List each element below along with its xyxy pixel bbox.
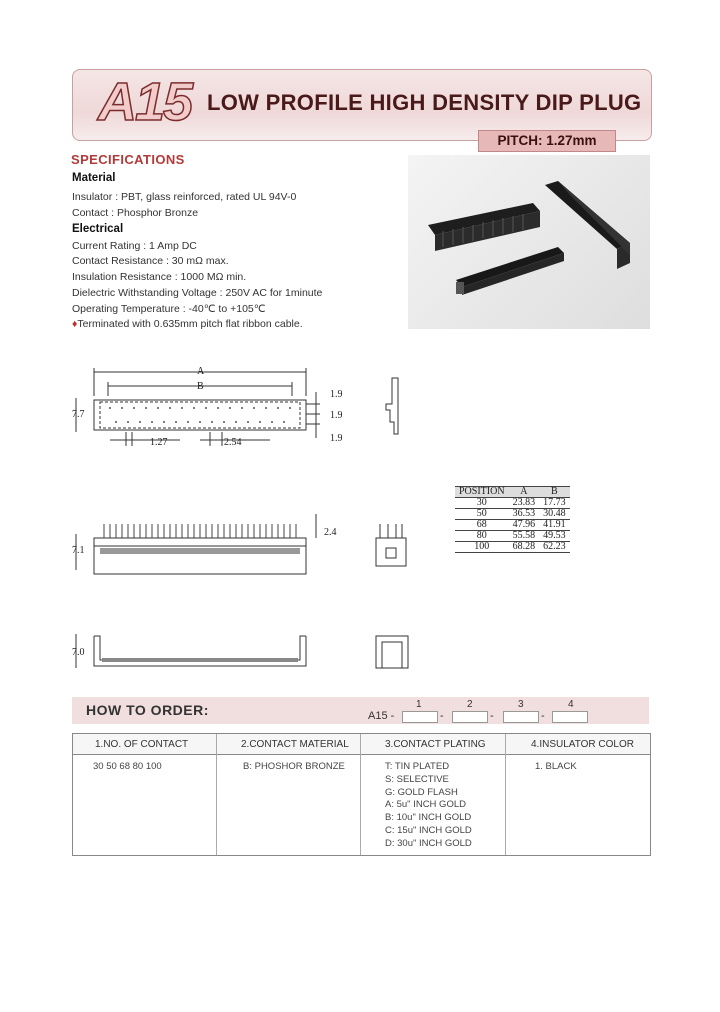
bottom-view-drawing — [70, 630, 350, 670]
plating-value: S: SELECTIVE — [385, 773, 449, 785]
pos-cell: 68 — [455, 520, 509, 531]
electrical-temperature: Operating Temperature : -40℃ to +105℃ — [72, 303, 266, 315]
order-slot-3-label: 3 — [518, 699, 524, 710]
pos-cell: 49.53 — [539, 531, 570, 542]
color-value: 1. BLACK — [535, 761, 577, 772]
dim-a: A — [197, 366, 205, 377]
pos-header: B — [539, 487, 570, 498]
col-header-plating: 3.CONTACT PLATING — [385, 739, 486, 750]
dim-pitch-2: 1.9 — [330, 410, 343, 421]
specifications-heading: SPECIFICATIONS — [71, 152, 185, 167]
plating-value: G: GOLD FLASH — [385, 786, 458, 798]
electrical-current: Current Rating : 1 Amp DC — [72, 240, 197, 252]
product-photo — [408, 155, 650, 329]
electrical-heading: Electrical — [72, 223, 124, 235]
plating-value: C: 15u" INCH GOLD — [385, 824, 472, 836]
note-bullet: ♦ — [72, 318, 78, 330]
pos-cell: 47.96 — [509, 520, 540, 531]
end-view-drawing — [380, 372, 410, 442]
material-insulator: Insulator : PBT, glass reinforced, rated UL 94V-0 — [72, 191, 297, 203]
dim-pitch-1: 1.9 — [330, 389, 343, 400]
order-slot-2 — [452, 711, 488, 723]
pos-cell: 80 — [455, 531, 509, 542]
dim-pin-length: 2.4 — [324, 527, 337, 538]
plating-value: B: 10u" INCH GOLD — [385, 812, 472, 824]
pos-cell: 41.91 — [539, 520, 570, 531]
pos-header: POSITION — [455, 487, 509, 498]
order-sep: - — [541, 710, 545, 722]
order-sep: - — [490, 710, 494, 722]
contacts-value: 30 50 68 80 100 — [93, 761, 162, 772]
dim-b: B — [197, 381, 204, 392]
plating-value: T: TIN PLATED — [385, 761, 450, 772]
pos-cell: 62.23 — [539, 542, 570, 553]
order-slot-3 — [503, 711, 539, 723]
order-table — [72, 733, 651, 856]
col-divider — [505, 734, 506, 855]
col-divider — [216, 734, 217, 855]
order-slot-4 — [552, 711, 588, 723]
dim-contact-pitch: 1.27 — [150, 437, 168, 448]
side-end-view-drawing — [370, 520, 410, 570]
product-title: LOW PROFILE HIGH DENSITY DIP PLUG — [207, 90, 642, 115]
col-header-contacts: 1.NO. OF CONTACT — [95, 739, 189, 750]
order-slot-1 — [402, 711, 438, 723]
col-header-material: 2.CONTACT MATERIAL — [241, 739, 349, 750]
electrical-insulation-resistance: Insulation Resistance : 1000 MΩ min. — [72, 271, 247, 283]
pos-cell: 30 — [455, 498, 509, 509]
pos-cell: 68.28 — [509, 542, 540, 553]
pos-cell: 36.53 — [509, 509, 540, 520]
note-text: Terminated with 0.635mm pitch flat ribbon cable. — [77, 318, 303, 330]
col-divider — [360, 734, 361, 855]
order-title: HOW TO ORDER: — [86, 702, 209, 718]
pos-header: A — [509, 487, 540, 498]
material-value: B: PHOSHOR BRONZE — [243, 761, 345, 772]
pos-cell: 55.58 — [509, 531, 540, 542]
top-view-drawing — [70, 362, 360, 452]
dim-height-top: 7.7 — [72, 409, 85, 420]
electrical-dielectric: Dielectric Withstanding Voltage : 250V AC for 1minute — [72, 287, 323, 299]
position-table — [455, 486, 570, 553]
pos-cell: 50 — [455, 509, 509, 520]
order-slot-1-label: 1 — [416, 699, 422, 710]
dim-pitch-3: 1.9 — [330, 433, 343, 444]
pos-cell: 23.83 — [509, 498, 540, 509]
plating-value: D: 30u" INCH GOLD — [385, 837, 472, 849]
order-prefix: A15 - — [368, 710, 395, 722]
cable-note — [72, 318, 303, 330]
order-slot-4-label: 4 — [568, 699, 574, 710]
electrical-contact-resistance: Contact Resistance : 30 mΩ max. — [72, 255, 229, 267]
order-sep: - — [440, 710, 444, 722]
side-view-drawing — [70, 510, 350, 580]
model-number: A15 — [98, 72, 192, 132]
pitch-badge: PITCH: 1.27mm — [478, 130, 616, 152]
pos-cell: 17.73 — [539, 498, 570, 509]
pos-cell: 30.48 — [539, 509, 570, 520]
material-contact: Contact : Phosphor Bronze — [72, 207, 199, 219]
material-heading: Material — [72, 172, 116, 184]
col-header-color: 4.INSULATOR COLOR — [531, 739, 634, 750]
dim-row-pitch: 2.54 — [224, 437, 242, 448]
pos-cell: 100 — [455, 542, 509, 553]
dim-side-height: 7.1 — [72, 545, 85, 556]
plating-value: A: 5u" INCH GOLD — [385, 799, 466, 811]
dim-bottom-height: 7.0 — [72, 647, 85, 658]
connector-illustration — [408, 155, 650, 329]
bottom-end-view-drawing — [372, 634, 412, 670]
order-slot-2-label: 2 — [467, 699, 473, 710]
